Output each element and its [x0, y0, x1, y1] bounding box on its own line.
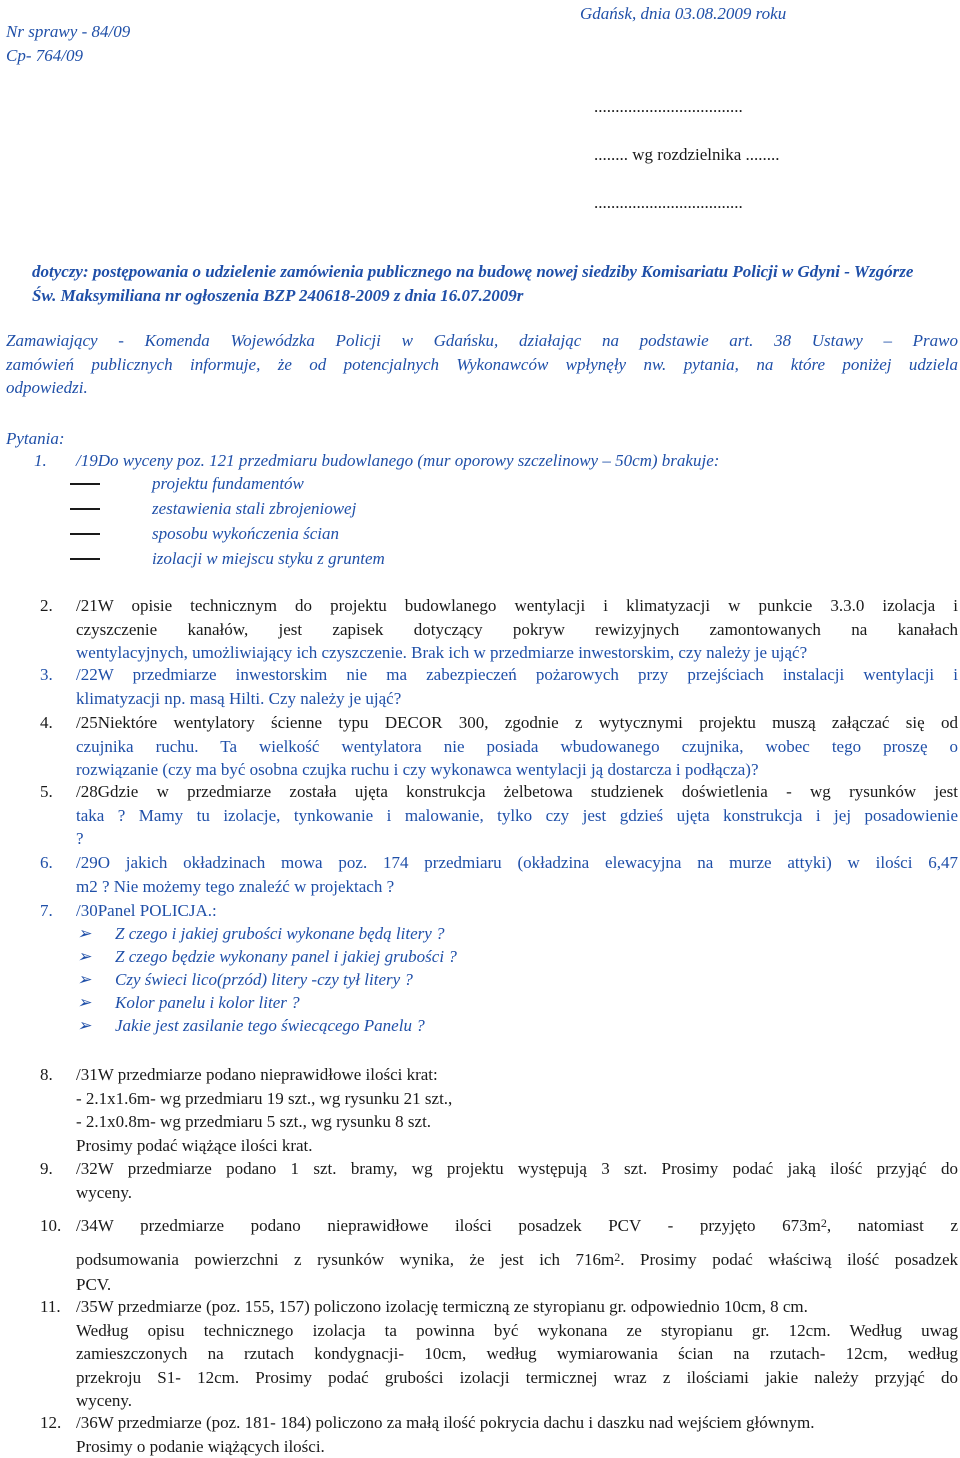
question-line: /22W przedmiarze inwestorskim nie ma zabezpieczeń pożarowych przy przejściach instalacji wentylacji i	[76, 665, 958, 684]
arrow-bullet-icon: ➢	[77, 993, 92, 1012]
recipient-distribution: ........ wg rozdzielnika ........	[594, 145, 780, 164]
question-line: zamieszczonych na rzutach kondygnacji- 10cm, według wymiarowania ścian na rzutach- 12cm, według	[76, 1344, 958, 1363]
question-line: czyszczenie kanałów, jest zapisek dotyczący pokryw rewizyjnych zamontowanych na kanałach	[76, 619, 958, 639]
arrow-bullet-icon: ➢	[77, 970, 92, 989]
arrow-bullet-icon: ➢	[77, 924, 92, 943]
question-line: /34W przedmiarze podano nieprawidłowe ilości posadzek PCV - przyjęto $673m^2$, natomiast z	[76, 1216, 958, 1235]
intro-paragraph	[6, 329, 958, 400]
question-text: /30Panel POLICJA.:	[76, 901, 217, 920]
question-number: 1.	[34, 451, 47, 470]
place-date: Gdańsk, dnia 03.08.2009 roku	[580, 4, 787, 23]
question-line: m2 ? Nie możemy tego znaleźć w projektach ?	[76, 876, 395, 896]
superscript: 2	[614, 1249, 621, 1264]
question-number: 5.	[40, 782, 53, 801]
question-line: /25Niektóre wentylatory ścienne typu DECOR 300, zgodnie z wytycznymi projektu muszą załączać się od	[76, 713, 958, 732]
question-number: 9.	[40, 1159, 53, 1178]
question-line: - 2.1x0.8m- wg przedmiaru 5 szt., wg rysunku 8 szt.	[76, 1112, 432, 1131]
question-number: 7.	[40, 901, 53, 920]
dash-bullet-icon	[70, 533, 100, 535]
question-line: - 2.1x1.6m- wg przedmiaru 19 szt., wg rysunku 21 szt.,	[76, 1088, 453, 1108]
recipient-dots-1: ...................................	[594, 97, 743, 116]
letter-page: Nr sprawy - 84/09 Cp- 764/09 Gdańsk, dnia 03.08.2009 roku ................................... ........ wg rozdzielnika ........ ................................... dotyczy: postępowania o udzielenie zamówienia publicznego na budowę nowej siedziby Komisariatu Policji w Gdyni - Wzgórze Św. Maksymiliana nr ogłoszenia BZP 240618-2009 z dnia 16.07.2009r Zamawiający - Komenda Wojewódzka Policji w Gdańsku, działając na podstawie art. 38 Ustawy – Prawo zamówień publicznych informuje, że od potencjalnych Wykonawców wpłynęły nw. pytania, na które poniżej udziela odpowiedzi. Pytania: 1. /19Do wyceny poz. 121 przedmiaru budowlanego (mur oporowy szczelinowy – 50cm) brakuje: projektu fundamentów zestawienia stali zbrojeniowej sposobu wykończenia ścian izolacji w miejscu styku z gruntem 2. /21W opisie technicznym do projektu budowlanego wentylacji i klimatyzacji w punkcie 3.3.0 izolacja i czyszczenie kanałów, jest zapisek dotyczący pokryw rewizyjnych zamontowanych na kanałach wentylacyjnych, umożliwiający ich czyszczenie. Brak ich w przedmiarze inwestorskim, czy należy je ująć? 3. /22W przedmiarze inwestorskim nie ma zabezpieczeń pożarowych przy przejściach instalacji wentylacji i klimatyzacji np. masą Hilti. Czy należy je ująć? 4. /25Niektóre wentylatory ścienne typu DECOR 300, zgodnie z wytycznymi projektu muszą załączać się od czujnika ruchu. Ta wielkość wentylatora nie posiada wbudowanego czujnika, wobec tego proszę o rozwiązanie (czy ma być osobna czujka ruchu i czy wykonawca wentylacji ją dostarcza i podłącza)? 5. /28Gdzie w przedmiarze została ujęta konstrukcja żelbetowa studzienek doświetlenia - wg rysunków jest taka ? Mamy tu izolacje, tynkowanie i malowanie, tylko czy jest gdzieś ujęta konstrukcja i jej posadowienie ? 6. /29O jakich okładzinach mowa poz. 174 przedmiaru (okładzina elewacyjna na murze attyki) w ilości 6,47 m2 ? Nie możemy tego znaleźć w projektach ? 7. /30Panel POLICJA.: ➢ Z czego i jakiej grubości wykonane będą litery ? ➢ Z czego będzie wykonany panel i jakiej grubości ? ➢ Czy świeci lico(przód) litery -czy tył litery ? ➢ Kolor panelu i kolor liter ? ➢ Jakie jest zasilanie tego świecącego Panelu ? 8. /31W przedmiarze podano nieprawidłowe ilości krat: - 2.1x1.6m- wg przedmiaru 19 szt., wg rysunku 21 szt., - 2.1x0.8m- wg przedmiaru 5 szt., wg rysunku 8 szt. Prosimy podać wiążące ilości krat. 9. /32W przedmiarze podano 1 szt. bramy, wg projektu występują 3 szt. Prosimy podać jaką ilość przyjąć do wyceny. 10. /34W przedmiarze podano nieprawidłowe ilości posadzek PCV - przyjęto $673m^2$, natomiast z podsumowania powierzchni z rysunków wynika, że jest ich $716m^2$. Prosimy podać właściwą ilość posadzek PCV. 11. /35W przedmiarze (poz. 155, 157) policzono izolację termiczną ze styropianu gr. odpowiednio 10cm, 8 cm. Według opisu technicznego izolacja ta powinna być wykonana ze styropianu gr. 12cm. Według uwag zamieszczonych na rzutach kondygnacji- 10cm, według wymiarowania ścian na rzutach- 12cm, według przekroju S1- 12cm. Prosimy podać grubości izolacji termicznej wraz z ilościami jakie należy przyjąć do wyceny. 12. /36W przedmiarze (poz. 181- 184) policzono za małą ilość pokrycia dachu i daszku nad wejściem głównym. Prosimy o podanie wiążących ilości.	[0, 0, 960, 1458]
question-number: 11.	[40, 1297, 61, 1316]
question-line: /29O jakich okładzinach mowa poz. 174 przedmiaru (okładzina elewacyjna na murze attyki) w ilości 6,47	[76, 853, 958, 872]
question-line: Prosimy o podanie wiążących ilości.	[76, 1436, 325, 1456]
recipient-dots-2: ...................................	[594, 193, 743, 212]
arrow-bullet-icon: ➢	[77, 1016, 92, 1035]
question-line: /31W przedmiarze podano nieprawidłowe ilości krat:	[76, 1065, 438, 1084]
intro-line: zamówień publicznych informuje, że od potencjalnych Wykonawców wpłynęły nw. pytania, na które poniżej udziela	[6, 354, 958, 374]
question-line: taka ? Mamy tu izolacje, tynkowanie i malowanie, tylko czy jest gdzieś ujęta konstrukcja i jej posadowienie	[76, 805, 958, 825]
question-number: 3.	[40, 665, 53, 684]
question-number: 6.	[40, 853, 53, 872]
question-line: wyceny.	[76, 1391, 133, 1410]
question-number: 12.	[40, 1413, 62, 1432]
superscript: 2	[820, 1216, 827, 1230]
arrow-bullet-icon: ➢	[77, 947, 92, 966]
question-line: czujnika ruchu. Ta wielkość wentylatora nie posiada wbudowanego czujnika, wobec tego proszę o	[76, 736, 958, 756]
question-line: /32W przedmiarze podano 1 szt. bramy, wg projektu występują 3 szt. Prosimy podać jaką ilość przyjąć do	[76, 1159, 958, 1178]
questions-heading: Pytania:	[6, 429, 65, 448]
question-line: Prosimy podać wiążące ilości krat.	[76, 1135, 313, 1155]
question-line: wentylacyjnych, umożliwiający ich czyszczenie. Brak ich w przedmiarze inwestorskim, czy należy je ująć?	[76, 643, 808, 662]
question-number: 2.	[40, 596, 53, 615]
question-line: PCV.	[76, 1275, 112, 1294]
question-line: wyceny.	[76, 1182, 133, 1202]
question-line: /28Gdzie w przedmiarze została ujęta konstrukcja żelbetowa studzienek doświetlenia - wg rysunków jest	[76, 782, 958, 801]
question-text: /19Do wyceny poz. 121 przedmiaru budowlanego (mur oporowy szczelinowy – 50cm) brakuje:	[76, 451, 720, 470]
intro-line: odpowiedzi.	[6, 378, 88, 397]
question-line: ?	[76, 829, 84, 848]
question-line: rozwiązanie (czy ma być osobna czujka ruchu i czy wykonawca wentylacji ją dostarcza i podłącza)?	[76, 760, 759, 779]
subject-line: dotyczy: postępowania o udzielenie zamówienia publicznego na budowę nowej siedziby Komisariatu Policji w Gdyni - Wzgórze Św. Maksymiliana nr ogłoszenia BZP 240618-2009 z dnia 16.07.2009r	[32, 262, 914, 305]
intro-line: Zamawiający - Komenda Wojewódzka Policji w Gdańsku, działając na podstawie art. 38 Ustawy – Prawo	[6, 331, 958, 350]
dash-bullet-icon	[70, 508, 100, 510]
question-number: 10.	[40, 1216, 62, 1235]
cp-number: Cp- 764/09	[6, 46, 83, 65]
question-number: 4.	[40, 713, 53, 732]
question-line: przekroju S1- 12cm. Prosimy podać grubości izolacji termicznej wraz z ilościami jakie należy przyjąć do	[76, 1367, 958, 1387]
question-number: 8.	[40, 1065, 53, 1084]
dash-bullet-icon	[70, 483, 100, 485]
question-line: podsumowania powierzchni z rysunków wynika, że jest ich $716m^2$. Prosimy podać właściwą ilość posadzek	[76, 1249, 958, 1269]
question-line: /36W przedmiarze (poz. 181- 184) policzono za małą ilość pokrycia dachu i daszku nad wejściem głównym.	[76, 1413, 815, 1432]
dash-bullet-icon	[70, 558, 100, 560]
question-line: /21W opisie technicznym do projektu budowlanego wentylacji i klimatyzacji w punkcie 3.3.0 izolacja i	[76, 596, 958, 615]
question-line: Według opisu technicznego izolacja ta powinna być wykonana ze styropianu gr. 12cm. Według uwag	[76, 1320, 958, 1340]
question-line: /35W przedmiarze (poz. 155, 157) policzono izolację termiczną ze styropianu gr. odpowiednio 10cm, 8 cm.	[76, 1297, 808, 1316]
case-number: Nr sprawy - 84/09	[6, 22, 131, 41]
question-line: klimatyzacji np. masą Hilti. Czy należy je ująć?	[76, 688, 402, 708]
